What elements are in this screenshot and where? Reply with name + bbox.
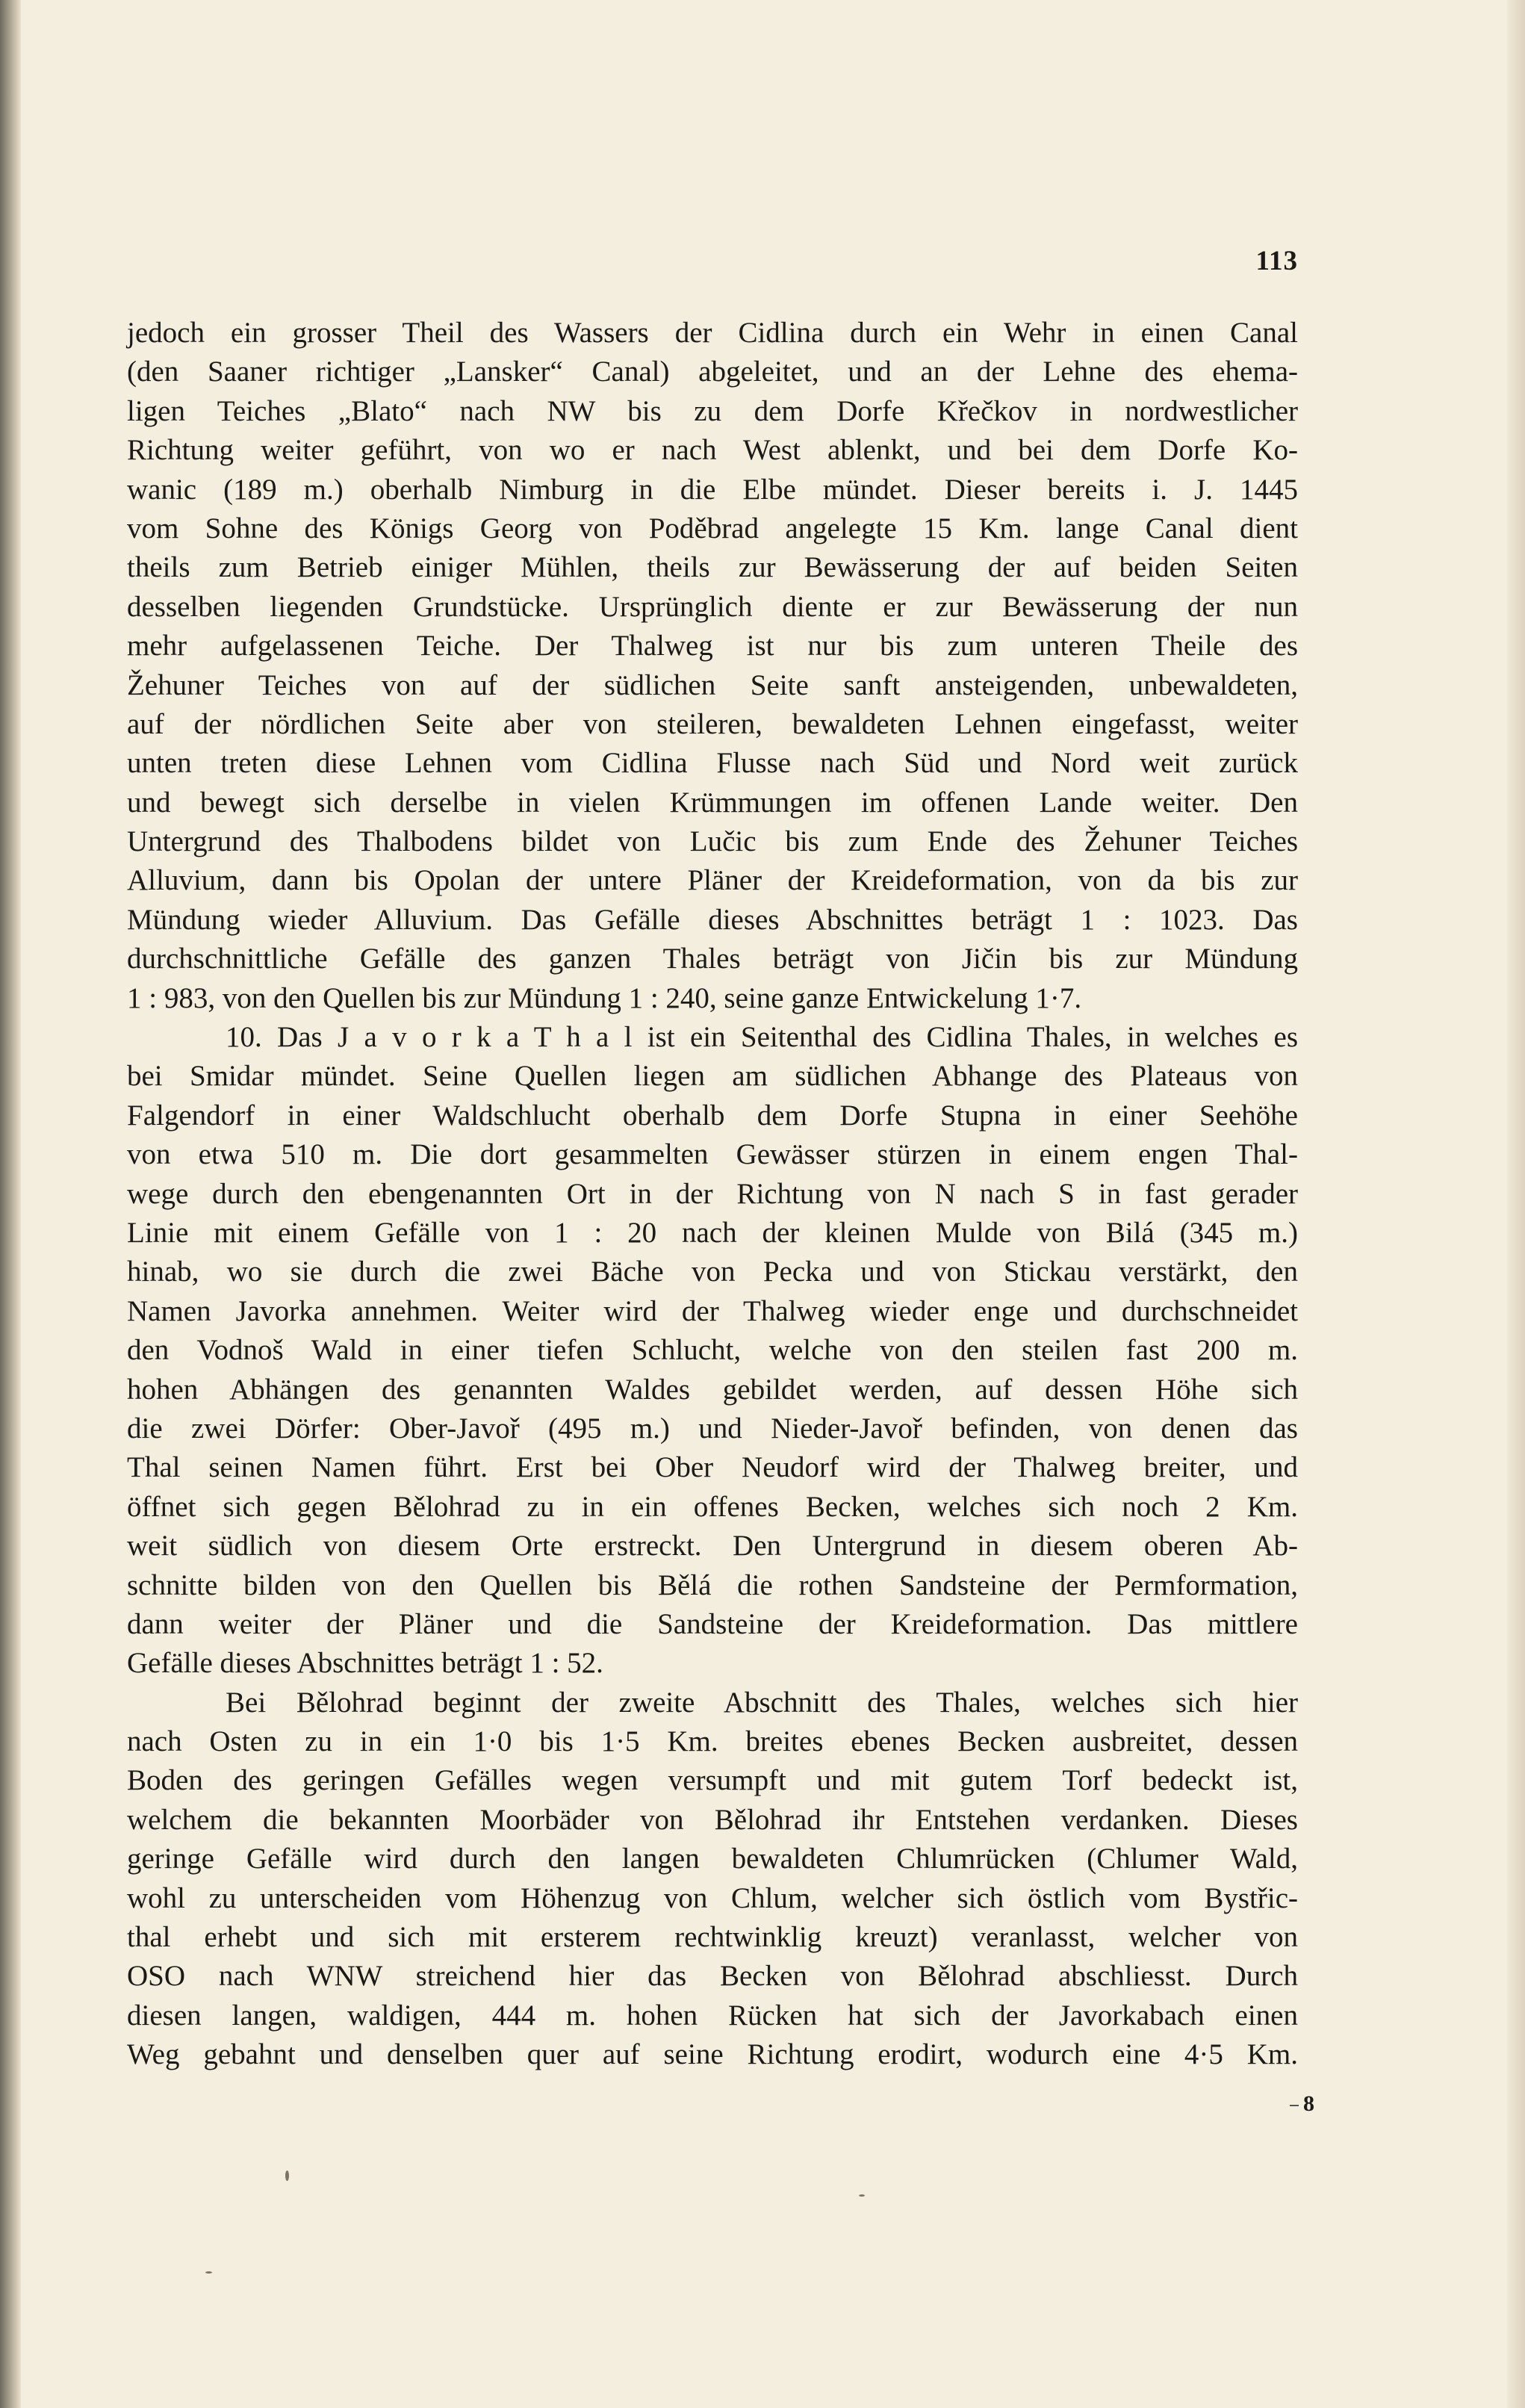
text-line: welchem die bekannten Moorbäder von Bělohrad ihr Entstehen verdanken. Dieses <box>127 1803 1298 1836</box>
text-line: von etwa 510 m. Die dort gesammelten Gewässer stürzen in einem engen Thal- <box>127 1138 1298 1171</box>
text-line: thal erhebt und sich mit ersterem rechtwinklig kreuzt) veranlasst, welcher von <box>127 1921 1298 1954</box>
text-line: hinab, wo sie durch die zwei Bäche von Pecka und von Stickau verstärkt, den <box>127 1256 1298 1288</box>
text-line: vom Sohne des Königs Georg von Poděbrad angelegte 15 Km. lange Canal dient <box>127 512 1298 544</box>
paragraph-start-line: 10. Das J a v o r k a T h a l ist ein Seitenthal des Cidlina Thales, in welches es <box>226 1021 1298 1054</box>
text-line: Namen Javorka annehmen. Weiter wird der Thalweg wieder enge und durchschneidet <box>127 1294 1298 1327</box>
text-line: Alluvium, dann bis Opolan der untere Pläner der Kreideformation, von da bis zur <box>127 864 1298 897</box>
text-line: theils zum Betrieb einiger Mühlen, theils zur Bewässerung der auf beiden Seiten <box>127 551 1298 584</box>
page-number: 113 <box>1255 246 1298 276</box>
text-line: unten treten diese Lehnen vom Cidlina Flusse nach Süd und Nord weit zurück <box>127 747 1298 780</box>
text-line: mehr aufgelassenen Teiche. Der Thalweg ist nur bis zum unteren Theile des <box>127 630 1298 662</box>
text-line: öffnet sich gegen Bělohrad zu in ein offenes Becken, welches sich noch 2 Km. <box>127 1490 1298 1523</box>
text-line: die zwei Dörfer: Ober-Javoř (495 m.) und Nieder-Javoř befinden, von denen das <box>127 1412 1298 1445</box>
text-line: hohen Abhängen des genannten Waldes gebildet werden, auf dessen Höhe sich <box>127 1373 1298 1406</box>
text-line: wege durch den ebengenannten Ort in der Richtung von N nach S in fast gerader <box>127 1177 1298 1210</box>
text-line: desselben liegenden Grundstücke. Ursprünglich diente er zur Bewässerung der nun <box>127 590 1298 623</box>
text-line: Gefälle dieses Abschnittes beträgt 1 : 52. <box>127 1647 603 1680</box>
text-line: (den Saaner richtiger „Lansker“ Canal) abgeleitet, und an der Lehne des ehema- <box>127 356 1298 388</box>
book-spine-shadow <box>0 0 21 2408</box>
text-line: Richtung weiter geführt, von wo er nach West ablenkt, und bei dem Dorfe Ko- <box>127 434 1298 467</box>
signature-dash <box>1290 2105 1299 2106</box>
text-line: wanic (189 m.) oberhalb Nimburg in die Elbe mündet. Dieser bereits i. J. 1445 <box>127 473 1298 506</box>
body-text <box>127 314 1298 2075</box>
text-line: auf der nördlichen Seite aber von steileren, bewaldeten Lehnen eingefasst, weiter <box>127 707 1298 740</box>
text-line: geringe Gefälle wird durch den langen bewaldeten Chlumrücken (Chlumer Wald, <box>127 1843 1298 1875</box>
text-line: 1 : 983, von den Quellen bis zur Mündung 1 : 240, seine ganze Entwickelung 1·7. <box>127 981 1082 1014</box>
text-line: durchschnittliche Gefälle des ganzen Thales beträgt von Jičin bis zur Mündung <box>127 943 1298 975</box>
text-line: diesen langen, waldigen, 444 m. hohen Rücken hat sich der Javorkabach einen <box>127 1999 1298 2032</box>
paper-speck <box>205 2271 212 2274</box>
signature-number: 8 <box>1303 2091 1314 2116</box>
text-line: Linie mit einem Gefälle von 1 : 20 nach der kleinen Mulde von Bilá (345 m.) <box>127 1216 1298 1249</box>
text-line: Žehuner Teiches von auf der südlichen Seite sanft ansteigenden, unbewaldeten, <box>127 668 1298 701</box>
text-line: bei Smidar mündet. Seine Quellen liegen am südlichen Abhange des Plateaus von <box>127 1060 1298 1093</box>
text-line: jedoch ein grosser Theil des Wassers der Cidlina durch ein Wehr in einen Canal <box>127 317 1298 349</box>
text-line: Boden des geringen Gefälles wegen versumpft und mit gutem Torf bedeckt ist, <box>127 1764 1298 1797</box>
text-line: OSO nach WNW streichend hier das Becken von Bělohrad abschliesst. Durch <box>127 1960 1298 1993</box>
text-line: nach Osten zu in ein 1·0 bis 1·5 Km. breites ebenes Becken ausbreitet, dessen <box>127 1725 1298 1758</box>
text-line: dann weiter der Pläner und die Sandsteine der Kreideformation. Das mittlere <box>127 1607 1298 1640</box>
printer-signature-mark <box>1290 2091 1314 2117</box>
text-line: ligen Teiches „Blato“ nach NW bis zu dem Dorfe Křečkov in nordwestlicher <box>127 394 1298 427</box>
text-line: Weg gebahnt und denselben quer auf seine Richtung erodirt, wodurch eine 4·5 Km. <box>127 2038 1298 2071</box>
text-line: Mündung wieder Alluvium. Das Gefälle dieses Abschnittes beträgt 1 : 1023. Das <box>127 903 1298 936</box>
text-line: schnitte bilden von den Quellen bis Bělá die rothen Sandsteine der Permformation, <box>127 1568 1298 1601</box>
paper-speck <box>285 2170 289 2181</box>
text-line: wohl zu unterscheiden vom Höhenzug von Chlum, welcher sich östlich vom Bystřic- <box>127 1881 1298 1914</box>
page-right-edge <box>1507 0 1525 2408</box>
paper-speck <box>859 2194 865 2197</box>
text-line: weit südlich von diesem Orte erstreckt. Den Untergrund in diesem oberen Ab- <box>127 1530 1298 1563</box>
text-line: Thal seinen Namen führt. Erst bei Ober Neudorf wird der Thalweg breiter, und <box>127 1451 1298 1484</box>
text-line: Falgendorf in einer Waldschlucht oberhalb dem Dorfe Stupna in einer Seehöhe <box>127 1099 1298 1132</box>
text-line: Untergrund des Thalbodens bildet von Lučic bis zum Ende des Žehuner Teiches <box>127 825 1298 858</box>
text-line: und bewegt sich derselbe in vielen Krümmungen im offenen Lande weiter. Den <box>127 786 1298 819</box>
text-line: den Vodnoš Wald in einer tiefen Schlucht, welche von den steilen fast 200 m. <box>127 1334 1298 1367</box>
paragraph-start-line: Bei Bělohrad beginnt der zweite Abschnitt des Thales, welches sich hier <box>226 1686 1298 1719</box>
